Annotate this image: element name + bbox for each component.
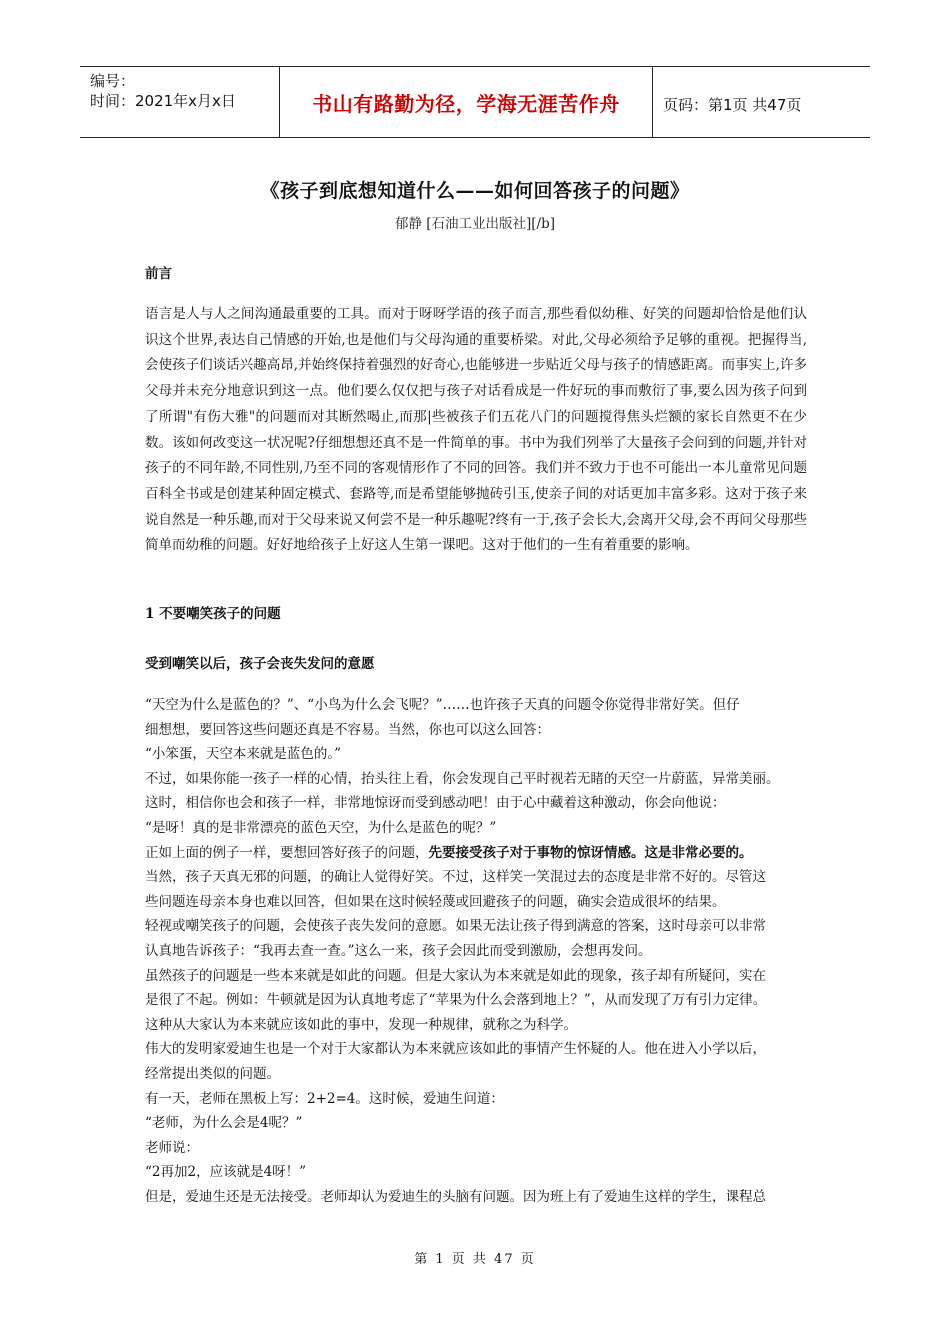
preface-paragraph: 语言是人与人之间沟通最重要的工具。而对于呀呀学语的孩子而言,那些看似幼稚、好笑的问题却恰恰是他们认识这个世界,表达自己情感的开始,也是他们与父母沟通的重要桥梁。对此,父母必须给予足够的重视。把握得当,会使孩子们谈话兴趣高昂,并始终保持着强烈的好奇心,也能够进一步贴近父母与孩子的情感距离。而事实上,许多父母并未充分地意识到这一点。他们要么仅仅把与孩子对话看成是一件好玩的事而敷衍了事,要么因为孩子问到了所谓"有伤大雅"的问题而对其断然喝止,而那|些被孩子们五花八门的问题搅得焦头烂额的家长自然更不在少数。该如何改变这一状况呢?仔细想想还真不是一件简单的事。书中为我们列举了大量孩子会问到的问题,并针对孩子的不同年龄,不同性别,乃至不同的客观情形作了不同的回答。我们并不致力于也不可能出一本儿童常见问题百科全书或是创建某种固定模式、套路等,而是希望能够抛砖引玉,使亲子间的对话更加丰富多彩。这对于孩子来说自然是一种乐趣,而对于父母来说又何尝不是一种乐趣呢?终有一于,孩子会长大,会离开父母,会不再问父母那些简单而幼稚的问题。好好地给孩子上好这人生第一课吧。这对于他们的一生有着重要的影响。: [145, 306, 807, 554]
body-line-text: “天空为什么是蓝色的？”、“小鸟为什么会飞呢？”……也许孩子天真的问题令你觉得非常好笑。但仔: [145, 697, 740, 713]
document-title: 《孩子到底想知道什么——如何回答孩子的问题》: [260, 180, 690, 202]
chapter-heading: 1 不要嘲笑孩子的问题: [145, 606, 281, 622]
body-line: [145, 791, 810, 816]
body-line-text: 不过，如果你能一孩子一样的心情，抬头往上看，你会发现自己平时视若无睹的天空一片蔚蓝，异常美丽。: [145, 770, 780, 787]
body-line-text: 些问题连母亲本身也难以回答，但如果在这时候轻蔑或回避孩子的问题，确实会造成很坏的结果。: [145, 893, 726, 910]
body-line-text: 老师说：: [145, 1139, 199, 1156]
body-line-text: “小笨蛋，天空本来就是蓝色的。”: [145, 746, 342, 763]
body-line-emphasis: 先要接受孩子对于事物的惊讶情感。这是非常必要的。: [428, 844, 753, 861]
body-line: [145, 1111, 810, 1136]
body-line: [145, 742, 810, 767]
body-line-text: 是很了不起。例如：牛顿就是因为认真地考虑了“苹果为什么会落到地上？”，从而发现了万有引力定律。: [145, 992, 767, 1009]
body-line: [145, 1160, 810, 1185]
body-line: [145, 1185, 810, 1210]
body-line-text: 轻视或嘲笑孩子的问题，会使孩子丧失发问的意愿。如果无法让孩子得到满意的答案，这时母亲可以非常: [145, 918, 766, 935]
body-line-text: 这时，相信你也会和孩子一样，非常地惊讶而受到感动吧！由于心中藏着这种激动，你会向他说：: [145, 795, 726, 812]
body-line: [145, 1136, 810, 1161]
body-line-text: 正如上面的例子一样，要想回答好孩子的问题，: [145, 844, 429, 861]
body-line: [145, 1037, 810, 1062]
header-motto-cell: [280, 67, 653, 137]
body-line: [145, 693, 810, 718]
body-line: [145, 988, 810, 1013]
body-line-text: 伟大的发明家爱迪生也是一个对于大家都认为本来就应该如此的事情产生怀疑的人。他在进入小学以后，: [145, 1041, 766, 1058]
body-line: [145, 939, 810, 964]
document-number-label: 编号：: [90, 72, 136, 90]
body-line-text: 认真地告诉孩子：“我再去查一查。”这么一来，孩子会因此而受到激励，会想再发问。: [145, 942, 652, 959]
header-page-label: 页码：第1页 共47页: [663, 96, 802, 114]
body-line-text: 当然，孩子天真无邪的问题，的确让人觉得好笑。不过，这样笑一笑混过去的态度是非常不好的。尽管这: [145, 869, 766, 886]
body-line: [145, 767, 810, 792]
header-table: [80, 66, 870, 138]
section-subheading: 受到嘲笑以后，孩子会丧失发问的意愿: [145, 656, 375, 672]
body-line: [145, 1013, 810, 1038]
body-line: [145, 1062, 810, 1087]
body-line-text: 有一天，老师在黑板上写：2+2=4。这时候，爱迪生问道：: [145, 1090, 504, 1107]
document-author: 郁静 [石油工业出版社][/b]: [394, 216, 556, 232]
body-line: [145, 890, 810, 915]
body-line: [145, 718, 810, 743]
page-footer: 第 1 页 共 47 页: [414, 1252, 536, 1267]
body-line-text: 虽然孩子的问题是一些本来就是如此的问题。但是大家认为本来就是如此的现象，孩子却有所疑问，实在: [145, 967, 766, 984]
body-line-text: 经常提出类似的问题。: [145, 1065, 280, 1082]
body-line-text: “是呀！真的是非常漂亮的蓝色天空，为什么是蓝色的呢？”: [145, 819, 497, 836]
body-text: [145, 693, 810, 1209]
body-line: [145, 816, 810, 841]
body-line-text: 细想想，要回答这些问题还真是不容易。当然，你也可以这么回答：: [145, 721, 550, 738]
body-line-text: “老师，为什么会是4呢？”: [145, 1115, 303, 1132]
body-line: [145, 914, 810, 939]
document-date-label: 时间：2021年x月x日: [90, 92, 236, 110]
body-line-text: 但是，爱迪生还是无法接受。老师却认为爱迪生的头脑有问题。因为班上有了爱迪生这样的学生，课程总: [145, 1188, 766, 1205]
body-line-text: 这种从大家认为本来就应该如此的事中，发现一种规律，就称之为科学。: [145, 1016, 577, 1033]
body-line: [145, 1087, 810, 1112]
header-page-cell: [653, 67, 870, 137]
preface-heading: 前言: [145, 266, 172, 282]
header-motto: 书山有路勤为径，学海无涯苦作舟: [312, 91, 620, 116]
body-line: [145, 964, 810, 989]
body-line-text: “2再加2，应该就是4呀！”: [145, 1164, 307, 1181]
body-line: [145, 865, 810, 890]
header-meta: [80, 67, 280, 137]
body-line: [145, 841, 810, 866]
